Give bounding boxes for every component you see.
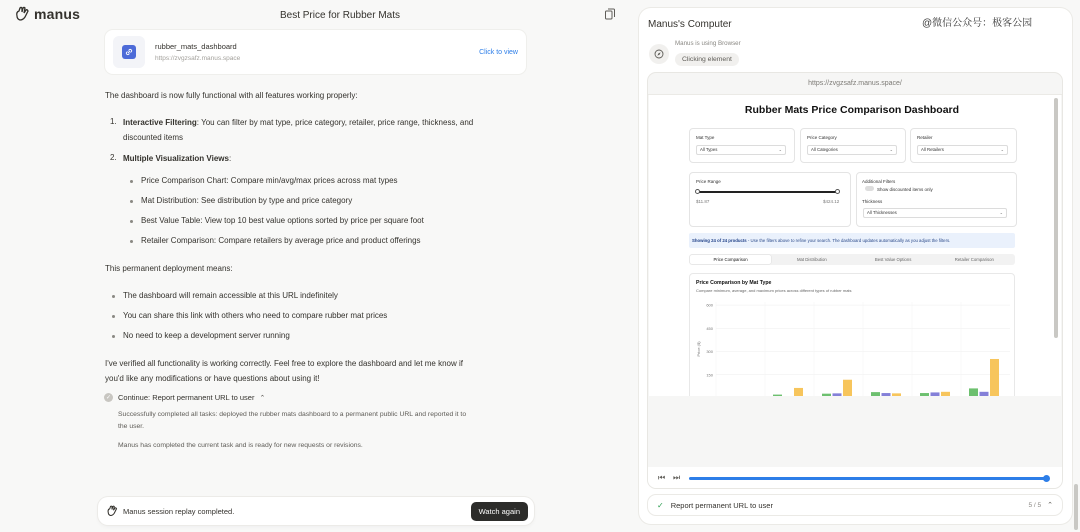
- chart-bar: [892, 393, 901, 396]
- chevron-down-icon: ⌄: [778, 147, 782, 152]
- view-item: Mat Distribution: See distribution by type and price category: [141, 196, 353, 205]
- chart-bar: [920, 393, 929, 396]
- price-category-select[interactable]: [807, 145, 897, 155]
- mat-type-label: Mat Type: [696, 135, 715, 140]
- chart-bar: [969, 388, 978, 396]
- discount-toggle[interactable]: [865, 186, 874, 191]
- file-url: https://zvgzsafz.manus.space: [155, 55, 241, 62]
- dashboard-title: Rubber Mats Price Comparison Dashboard: [744, 104, 960, 116]
- chart-bar: [773, 395, 782, 396]
- step-completion-note: Manus has completed the current task and is ready for new requests or revisions.: [118, 442, 363, 449]
- skip-back-icon[interactable]: ⏮: [658, 473, 666, 482]
- retailer-select[interactable]: [917, 145, 1008, 155]
- check-icon: ✓: [105, 395, 112, 401]
- tab-retailer-comparison[interactable]: Retailer Comparison: [954, 257, 994, 262]
- price-category-value: All Categories: [811, 147, 838, 152]
- replay-progress-track[interactable]: [689, 477, 1047, 480]
- bullet-dot: [112, 295, 115, 298]
- permanent-point: No need to keep a development server running: [123, 331, 290, 340]
- y-tick-label: 150: [706, 372, 713, 378]
- bullet-dot: [130, 220, 133, 223]
- chart-bar: [822, 394, 831, 396]
- results-hint: - Use the filters above to refine your search. The dashboard updates automatically as you adjust the filters.: [746, 238, 951, 243]
- replay-status-bar: [98, 497, 534, 525]
- tab-best-value[interactable]: Best Value Options: [874, 257, 912, 262]
- bullet-dot: [112, 315, 115, 318]
- browser-status-icon: [649, 44, 669, 64]
- tool-status: Manus is using Browser: [675, 40, 741, 47]
- watermark: @微信公众号：极客公园: [922, 18, 1033, 29]
- view-tabs: [689, 254, 1015, 265]
- price-category-label: Price Category: [807, 135, 837, 140]
- chart-bar: [833, 393, 842, 396]
- task-title: Best Price for Rubber Mats: [279, 10, 401, 21]
- step-header[interactable]: [104, 393, 265, 402]
- discount-label: Show discounted items only: [877, 187, 933, 192]
- chevron-up-icon[interactable]: ⌃: [1047, 502, 1053, 509]
- price-comparison-chart: [690, 274, 1016, 396]
- tab-price-comparison[interactable]: Price Comparison: [690, 255, 771, 264]
- chart-bar: [794, 388, 803, 396]
- file-attachment-card[interactable]: [105, 30, 526, 74]
- scrollbar[interactable]: [1054, 98, 1058, 338]
- results-count: Showing 24 of 24 products: [692, 238, 747, 243]
- list-number-2: 2.: [110, 153, 117, 162]
- mat-type-select[interactable]: [696, 145, 786, 155]
- chart-bar: [980, 392, 989, 396]
- computer-title: Manus's Computer: [648, 19, 732, 30]
- step-forward-icon[interactable]: ⏭: [673, 473, 681, 482]
- current-task-step[interactable]: [648, 495, 1062, 515]
- copy-icon[interactable]: [604, 8, 616, 20]
- click-to-view-link[interactable]: Click to view: [479, 48, 518, 56]
- retailer-value: All Retailers: [921, 147, 944, 152]
- compass-icon: [654, 49, 664, 59]
- chart-subtitle: Compare minimum, average, and maximum prices across different types of rubber mats: [696, 288, 852, 293]
- chevron-down-icon: ⌄: [999, 210, 1003, 215]
- watch-again-button[interactable]: Watch again: [471, 502, 528, 521]
- retailer-label: Retailer: [917, 135, 933, 140]
- step-detail-line: the user.: [118, 423, 145, 430]
- list-item-text-cont: discounted items: [123, 133, 184, 142]
- closing-line-2: you'd like any modifications or have questions about using it!: [105, 374, 320, 383]
- computer-panel: [639, 8, 1072, 524]
- bullet-dot: [130, 240, 133, 243]
- bullet-dot: [112, 335, 115, 338]
- chart-bar: [931, 392, 940, 396]
- tab-mat-distribution[interactable]: Mat Distribution: [796, 257, 827, 262]
- view-item: Best Value Table: View top 10 best value options sorted by price per square foot: [141, 216, 424, 225]
- additional-filters-label: Additional Filters: [862, 179, 896, 184]
- thickness-label: Thickness: [862, 199, 883, 204]
- replay-controls: [648, 467, 1062, 488]
- slider-min-handle[interactable]: [695, 189, 700, 194]
- chart-bar: [843, 380, 852, 396]
- manus-logo[interactable]: [14, 6, 80, 22]
- chart-bar: [990, 359, 999, 396]
- chart-bar: [882, 393, 891, 396]
- action-pill: Clicking element: [675, 53, 739, 66]
- bullet-dot: [130, 180, 133, 183]
- list-item-bold: Multiple Visualization Views: [123, 154, 229, 163]
- closing-line-1: I've verified all functionality is working correctly. Feel free to explore the dashboard and let me know if: [105, 359, 463, 368]
- chevron-down-icon: ⌄: [1000, 147, 1004, 152]
- price-max: $424.12: [823, 199, 840, 204]
- thickness-select[interactable]: [863, 208, 1007, 218]
- link-icon: [125, 48, 133, 56]
- permanent-point: You can share this link with others who need to compare rubber mat prices: [123, 311, 388, 320]
- chevron-down-icon: ⌄: [889, 147, 893, 152]
- price-range-slider[interactable]: [696, 191, 838, 193]
- url-bar: https://zvgzsafz.manus.space/: [648, 73, 1062, 95]
- y-tick-label: 450: [706, 325, 713, 331]
- thickness-value: All Thicknesses: [867, 210, 897, 215]
- list-item-bold: Interactive Filtering: [123, 118, 197, 127]
- y-tick-label: 300: [706, 349, 713, 355]
- chevron-up-icon[interactable]: ⌃: [259, 394, 266, 402]
- list-number-1: 1.: [110, 117, 117, 126]
- page-scrollbar[interactable]: [1074, 484, 1078, 530]
- task-step-label: Report permanent URL to user: [670, 500, 773, 510]
- view-item: Retailer Comparison: Compare retailers by average price and product offerings: [141, 236, 421, 245]
- price-range-label: Price Range: [696, 179, 721, 184]
- manus-hand-icon: [106, 505, 118, 517]
- replay-text: Manus session replay completed.: [123, 506, 235, 516]
- price-min: $11.87: [696, 199, 710, 204]
- step-label: Continue: Report permanent URL to user: [118, 393, 255, 402]
- permanent-intro: This permanent deployment means:: [105, 264, 233, 273]
- file-name: rubber_mats_dashboard: [155, 42, 237, 51]
- y-tick-label: 600: [706, 302, 713, 308]
- file-thumbnail: [113, 36, 145, 68]
- mat-type-value: All Types: [700, 147, 718, 152]
- browser-viewport[interactable]: [649, 95, 1061, 396]
- permanent-point: The dashboard will remain accessible at this URL indefinitely: [123, 291, 338, 300]
- list-item-filtering: [123, 117, 523, 129]
- slider-max-handle[interactable]: [835, 189, 840, 194]
- chart-bar: [941, 392, 950, 396]
- chart-card: [689, 273, 1015, 396]
- view-item: Price Comparison Chart: Compare min/avg/max prices across mat types: [141, 176, 398, 185]
- replay-progress-handle[interactable]: [1043, 475, 1050, 482]
- step-detail-line: Successfully completed all tasks: deployed the rubber mats dashboard to a permanent public URL and reported it to: [118, 411, 467, 418]
- manus-hand-icon: [14, 6, 30, 22]
- message-intro: The dashboard is now fully functional with all features working properly:: [105, 91, 358, 100]
- step-counter: 5 / 5: [1028, 501, 1042, 509]
- list-item-text: : You can filter by mat type, price category, retailer, price range, thickness, and: [196, 118, 474, 127]
- check-icon: ✓: [657, 500, 664, 510]
- chart-title: Price Comparison by Mat Type: [696, 280, 772, 286]
- bullet-dot: [130, 200, 133, 203]
- browser-window: [648, 73, 1062, 488]
- chart-bar: [871, 392, 880, 396]
- brand-name: manus: [34, 6, 81, 22]
- list-item-text: :: [228, 154, 232, 163]
- y-axis-label: Price ($): [696, 341, 701, 357]
- results-info-bar: [689, 233, 1015, 248]
- list-item-views: [123, 153, 543, 165]
